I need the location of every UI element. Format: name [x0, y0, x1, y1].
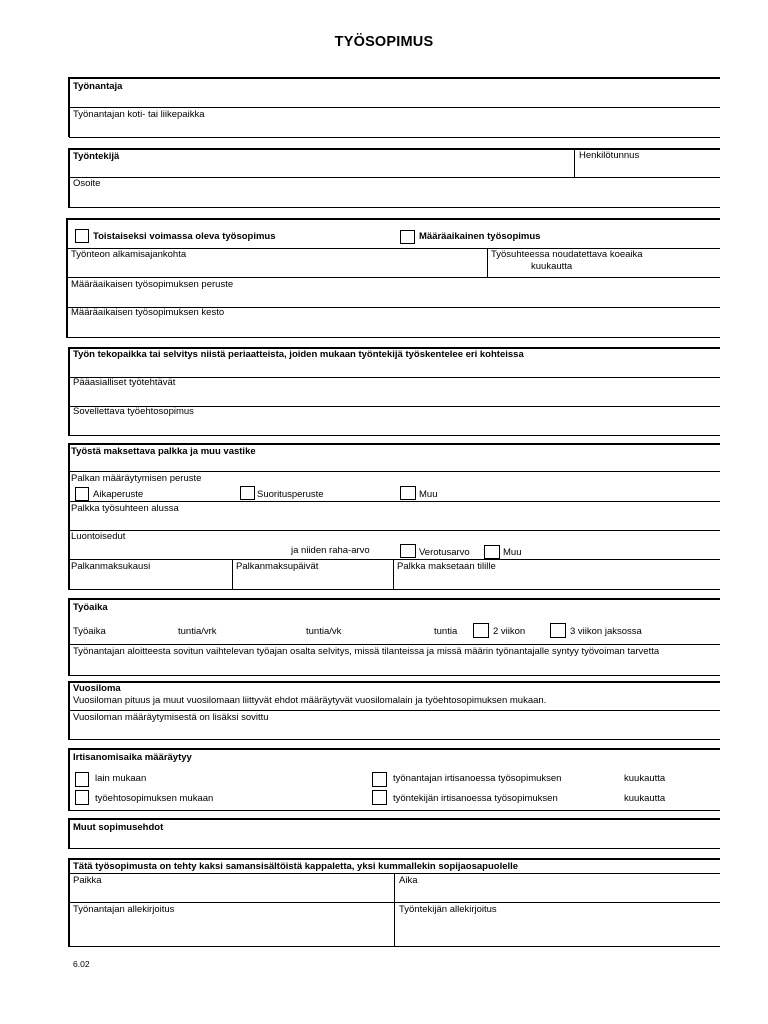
employer-signature-label: Työnantajan allekirjoitus: [73, 904, 175, 915]
hours-per-week-label: tuntia/vk: [306, 626, 342, 637]
fixed-term-checkbox[interactable]: [400, 230, 415, 244]
collective-agreement-label: Sovellettava työehtosopimus: [73, 406, 194, 417]
holiday-extra-label: Vuosiloman määräytymisestä on lisäksi sovittu: [73, 712, 269, 723]
employee-address-label: Osoite: [73, 178, 101, 189]
performance-based-checkbox[interactable]: [240, 486, 255, 500]
employee-terminates-label: työntekijän irtisanoessa työsopimuksen: [393, 793, 558, 804]
benefits-label: Luontoisedut: [71, 531, 126, 542]
by-agreement-label: työehtosopimuksen mukaan: [95, 793, 214, 804]
employee-signature-label: Työntekijän allekirjoitus: [399, 904, 497, 915]
other-value-label: Muu: [503, 547, 522, 558]
trial-months-label: kuukautta: [531, 261, 573, 272]
pay-period-label: Palkanmaksukausi: [71, 561, 151, 572]
employee-heading: Työntekijä: [73, 151, 120, 162]
fixed-duration-label: Määräaikaisen työsopimuksen kesto: [71, 307, 225, 318]
hours-label: tuntia: [434, 626, 458, 637]
start-pay-label: Palkka työsuhteen alussa: [71, 503, 179, 514]
cash-value-label: ja niiden raha-arvo: [291, 545, 370, 556]
employee-terminates-checkbox[interactable]: [372, 790, 387, 805]
working-time-label: Työaika: [73, 626, 106, 637]
signature-heading: Tätä työsopimusta on tehty kaksi samansisältöistä kappaletta, yksi kummallekin sopijaosapuolelle: [73, 861, 519, 872]
holiday-text: Vuosiloman pituus ja muut vuosilomaan liittyvät ehdot määräytyvät vuosilomalain ja työehtosopimuksen mukaan.: [73, 695, 547, 706]
trial-period-label: Työsuhteessa noudatettava koeaika: [491, 249, 643, 260]
three-week-label: 3 viikon jaksossa: [570, 626, 642, 637]
employer-months-label: kuukautta: [624, 773, 666, 784]
time-label: Aika: [399, 875, 418, 886]
by-agreement-checkbox[interactable]: [75, 790, 89, 805]
by-law-label: lain mukaan: [95, 773, 147, 784]
time-based-checkbox[interactable]: [75, 487, 89, 501]
other-value-checkbox[interactable]: [484, 545, 500, 559]
other-terms-heading: Muut sopimusehdot: [73, 822, 164, 833]
page-title: TYÖSOPIMUS: [334, 34, 434, 50]
notice-heading: Irtisanomisaika määräytyy: [73, 752, 192, 763]
employer-heading: Työnantaja: [73, 81, 123, 92]
place-label: Paikka: [73, 875, 102, 886]
performance-based-label: Suoritusperuste: [257, 489, 324, 500]
working-time-heading: Työaika: [73, 602, 108, 613]
duties-label: Pääasialliset työtehtävät: [73, 377, 176, 388]
employer-terminates-label: työnantajan irtisanoessa työsopimuksen: [393, 773, 562, 784]
workplace-heading: Työn tekopaikka tai selvitys niistä periaatteista, joiden mukaan työntekijä työskentelee eri kohteissa: [73, 349, 524, 360]
holiday-heading: Vuosiloma: [73, 683, 121, 694]
three-week-checkbox[interactable]: [550, 623, 566, 638]
by-law-checkbox[interactable]: [75, 772, 89, 787]
fixed-term-label: Määräaikainen työsopimus: [419, 231, 541, 242]
hours-per-day-label: tuntia/vrk: [178, 626, 217, 637]
variable-time-label: Työnantajan aloitteesta sovitun vaihtelevan työajan osalta selvitys, missä tilanteissa ja missä määrin työnantajalle syntyy työvoiman tarvetta: [73, 646, 660, 657]
start-date-label: Työnteon alkamisajankohta: [71, 249, 187, 260]
two-week-checkbox[interactable]: [473, 623, 489, 638]
employee-months-label: kuukautta: [624, 793, 666, 804]
employer-address-label: Työnantajan koti- tai liikepaikka: [73, 109, 205, 120]
pay-account-label: Palkka maksetaan tilille: [397, 561, 496, 572]
tax-value-checkbox[interactable]: [400, 544, 416, 558]
pay-basis-label: Palkan määräytymisen peruste: [71, 473, 202, 484]
pay-heading: Työstä maksettava palkka ja muu vastike: [71, 446, 256, 457]
form-version: 6.02: [73, 959, 90, 969]
two-week-label: 2 viikon: [493, 626, 526, 637]
pay-days-label: Palkanmaksupäivät: [236, 561, 319, 572]
other-basis-checkbox[interactable]: [400, 486, 416, 500]
time-based-label: Aikaperuste: [93, 489, 144, 500]
fixed-reason-label: Määräaikaisen työsopimuksen peruste: [71, 279, 234, 290]
indefinite-checkbox[interactable]: [75, 229, 89, 243]
employer-terminates-checkbox[interactable]: [372, 772, 387, 787]
employee-id-label: Henkilötunnus: [579, 150, 640, 161]
indefinite-label: Toistaiseksi voimassa oleva työsopimus: [93, 231, 276, 242]
tax-value-label: Verotusarvo: [419, 547, 470, 558]
other-basis-label: Muu: [419, 489, 438, 500]
